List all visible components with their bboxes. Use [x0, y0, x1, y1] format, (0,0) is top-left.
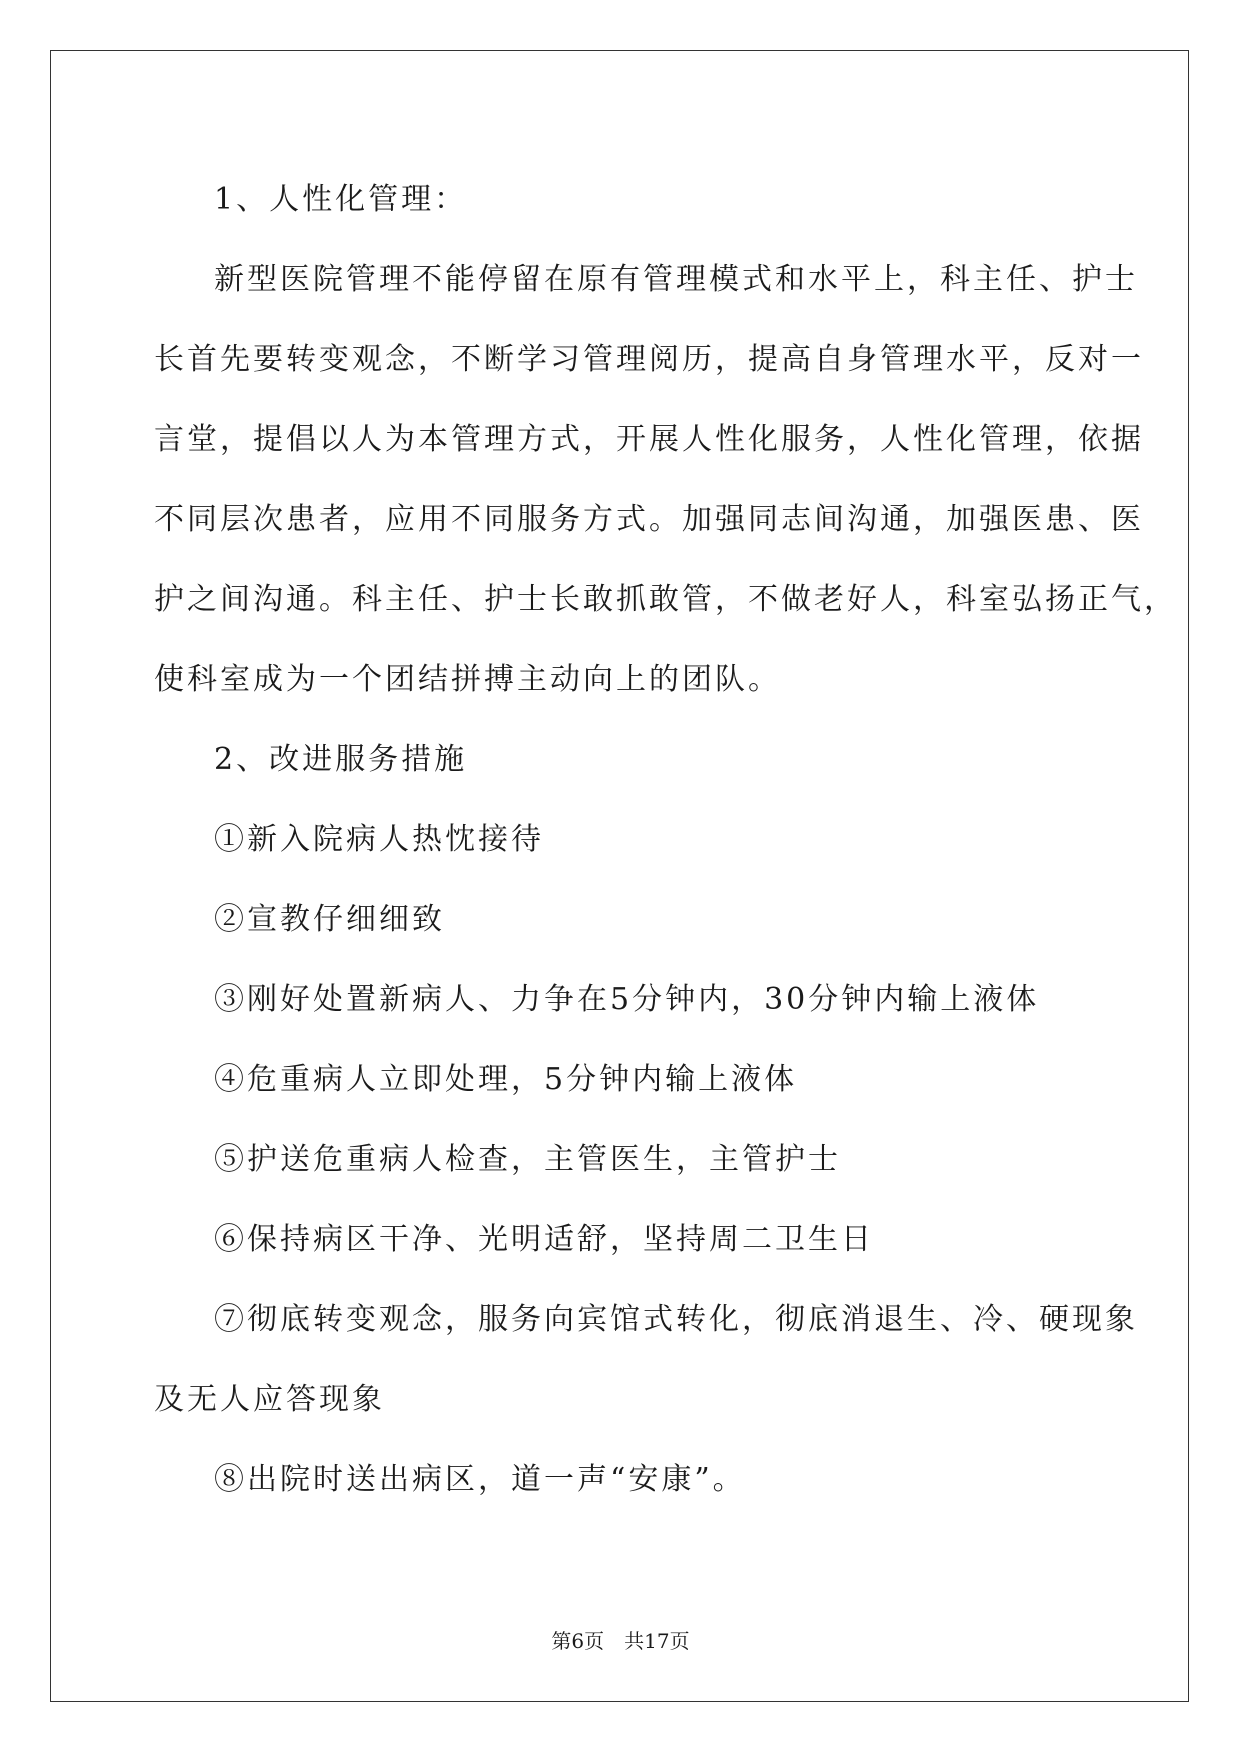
text-line-10: ③刚好处置新病人、力争在5分钟内，30分钟内输上液体 — [214, 982, 1040, 1017]
text-line-7: 2、改进服务措施 — [214, 742, 468, 777]
text-line-9: ②宣教仔细细致 — [214, 902, 445, 937]
text-line-8: ①新入院病人热忱接待 — [214, 822, 544, 857]
text-line-1: 新型医院管理不能停留在原有管理模式和水平上，科主任、护士 — [214, 262, 1138, 297]
document-body — [154, 160, 1177, 1520]
page-footer — [0, 1625, 1241, 1654]
text-line-3: 言堂，提倡以人为本管理方式，开展人性化服务，人性化管理，依据 — [154, 422, 1144, 457]
text-line-2: 长首先要转变观念，不断学习管理阅历，提高自身管理水平，反对一 — [154, 342, 1144, 377]
text-line-5: 护之间沟通。科主任、护士长敢抓敢管，不做老好人，科室弘扬正气， — [154, 582, 1177, 617]
text-line-13: ⑥保持病区干净、光明适舒，坚持周二卫生日 — [214, 1222, 874, 1257]
page-number: 第6页 — [551, 1629, 605, 1653]
text-line-6: 使科室成为一个团结拼搏主动向上的团队。 — [154, 662, 781, 697]
page-total: 共17页 — [624, 1629, 690, 1653]
text-line-15: 及无人应答现象 — [154, 1382, 385, 1417]
text-line-4: 不同层次患者，应用不同服务方式。加强同志间沟通，加强医患、医 — [154, 502, 1144, 537]
text-line-16: ⑧出院时送出病区，道一声“安康”。 — [214, 1462, 746, 1497]
text-line-14: ⑦彻底转变观念，服务向宾馆式转化，彻底消退生、冷、硬现象 — [214, 1302, 1138, 1337]
text-line-11: ④危重病人立即处理，5分钟内输上液体 — [214, 1062, 798, 1097]
text-line-12: ⑤护送危重病人检查，主管医生，主管护士 — [214, 1142, 841, 1177]
text-line-0: 1、人性化管理： — [214, 182, 468, 217]
